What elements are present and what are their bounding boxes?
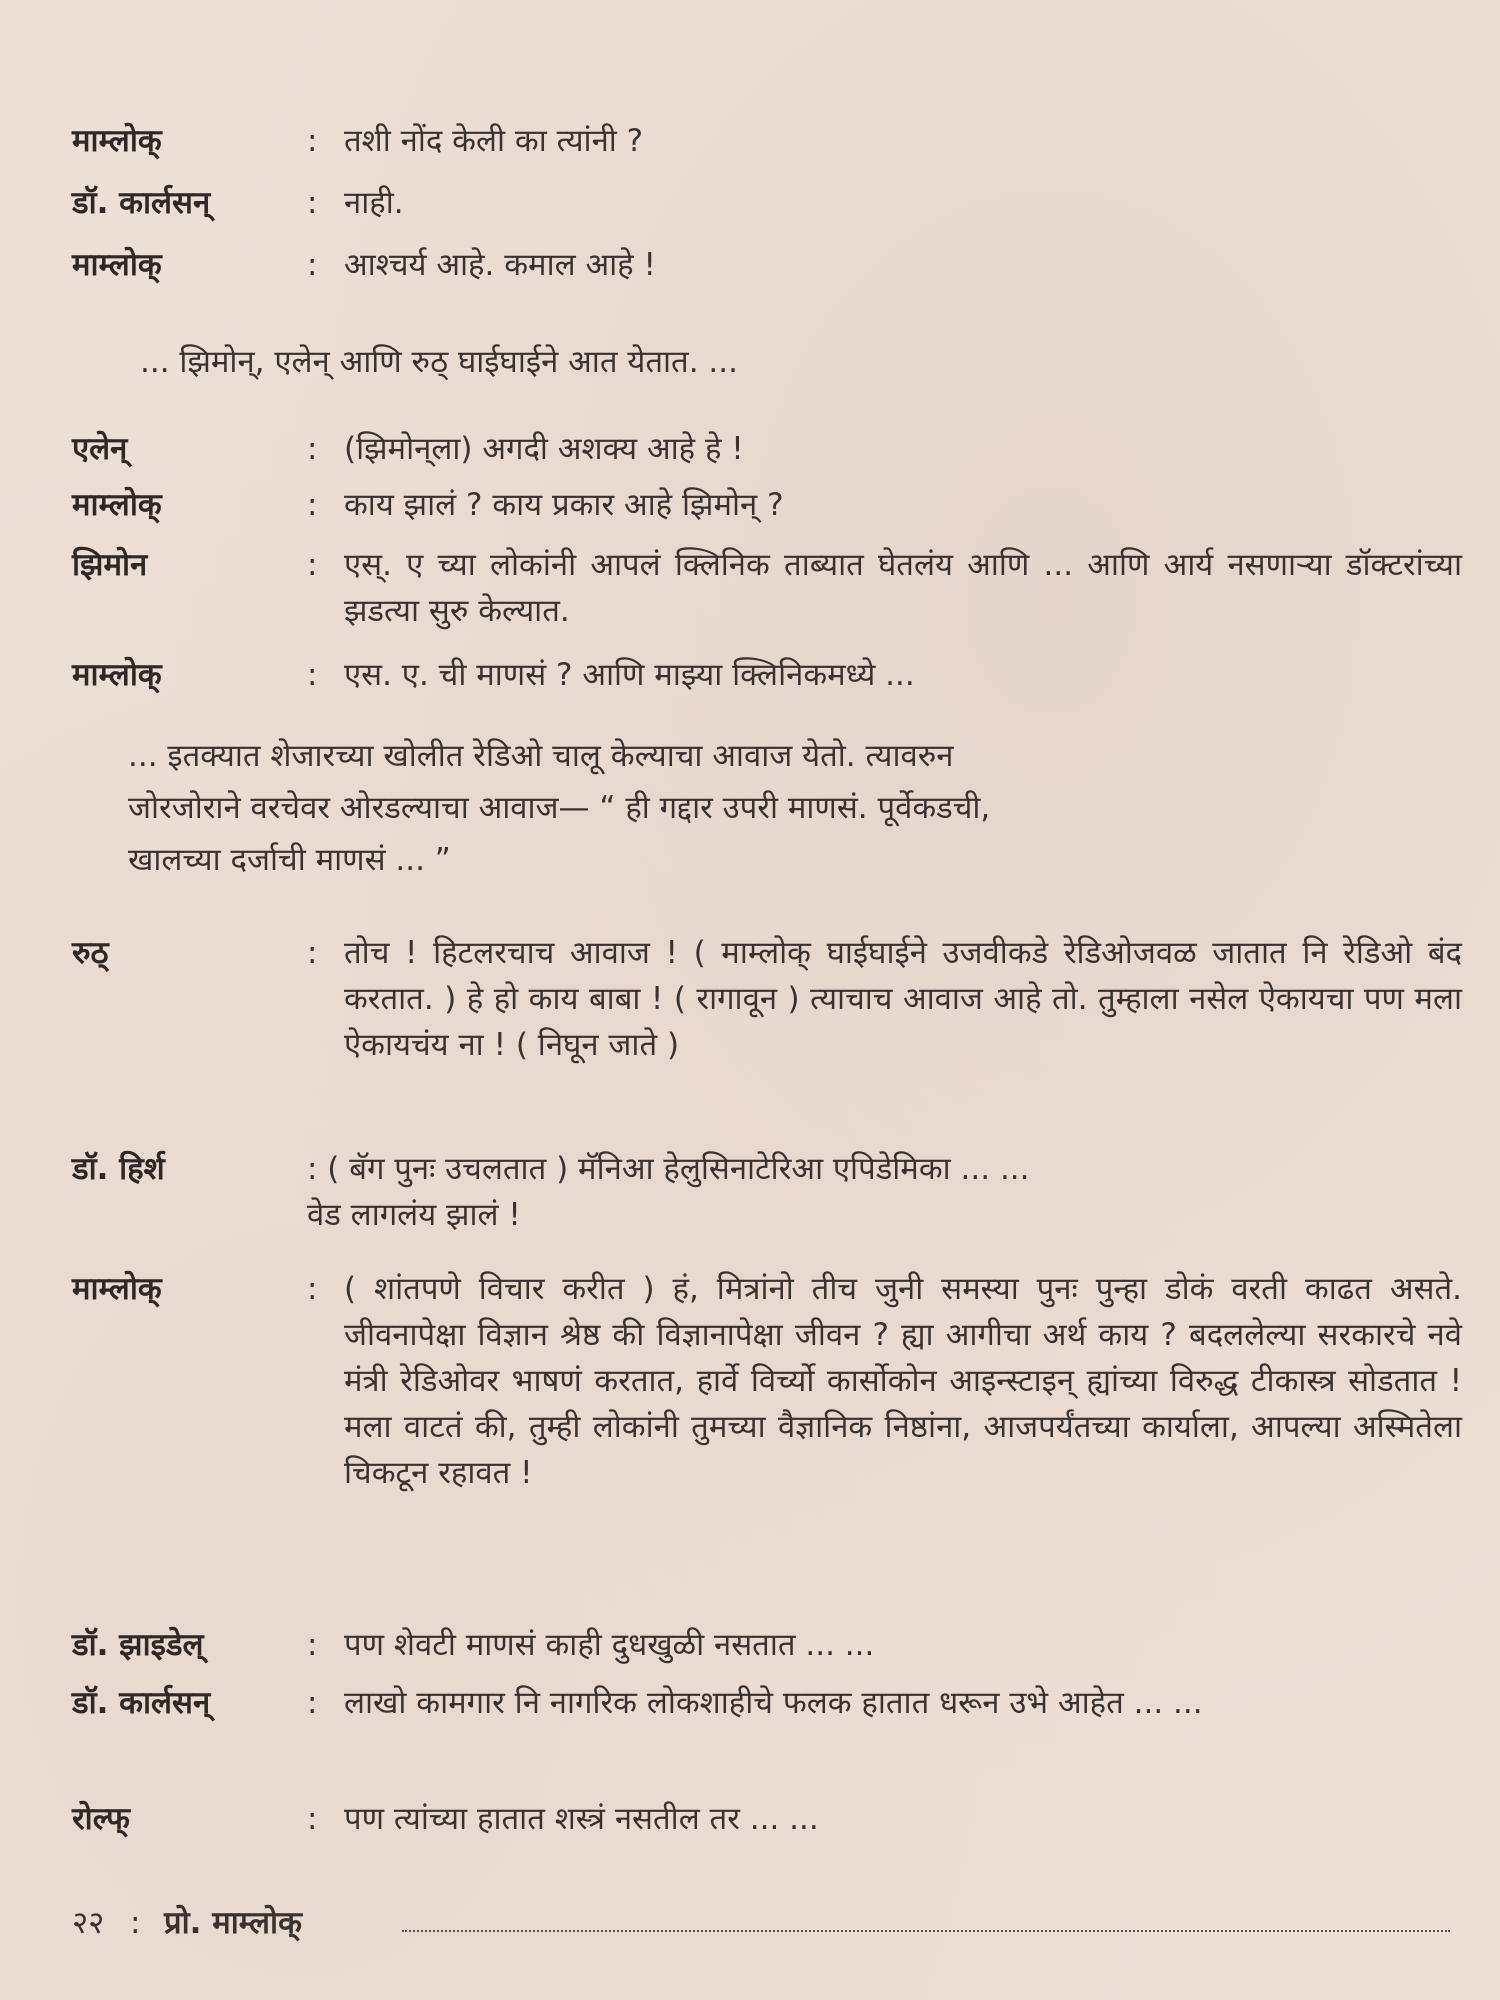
speech-text: तशी नोंद केली का त्यांनी ? bbox=[344, 123, 644, 159]
speech-text: तोच ! हिटलरचाच आवाज ! ( माम्लोक् घाईघाईने उजवीकडे रेडिओजवळ जातात नि रेडिओ बंद करतात. ) हे हो काय बाबा ! ( रागावून ) त्याचाच आवाज आहे तो. तुम्हाला नसेल ऐकायचा पण मला ऐकायचंय ना ! ( निघून जाते ) bbox=[344, 935, 1462, 1063]
speech-text: नाही. bbox=[344, 185, 404, 221]
speech-text: एस्. ए च्या लोकांनी आपलं क्लिनिक ताब्यात घेतलंय आणि ... आणि आर्य नसणाऱ्या डॉक्टरांच्या झडत्या सुरु केल्यात. bbox=[344, 547, 1462, 629]
dotted-rule bbox=[402, 1930, 1450, 1932]
speech-text: लाखो कामगार नि नागरिक लोकशाहीचे फलक हातात धरून उभे आहेत ... ... bbox=[344, 1685, 1203, 1721]
speaker-name: माम्लोक् bbox=[72, 657, 162, 693]
speech-text: ( शांतपणे विचार करीत ) हं, मित्रांनो तीच जुनी समस्या पुनः पुन्हा डोकं वरती काढत असते. जीवनापेक्षा विज्ञान श्रेष्ठ की विज्ञानापेक्षा जीवन ? ह्या आगीचा अर्थ काय ? बदललेल्या सरकारचे नवे मंत्री रेडिओवर भाषणं करतात, हार्वे विर्च्यो कार्सोकोन आइन्स्टाइन् ह्यांच्या विरुद्ध टीकास्त्र सोडतात ! मला वाटतं की, तुम्ही लोकांनी तुमच्या वैज्ञानिक निष्ठांना, आजपर्यंतच्या कार्याला, आपल्या अस्मितेला चिकटून रहावत ! bbox=[344, 1271, 1462, 1491]
colon: : bbox=[307, 247, 318, 283]
speech-text: पण त्यांच्या हातात शस्त्रं नसतील तर ... ... bbox=[344, 1801, 819, 1837]
colon: : bbox=[307, 1271, 318, 1307]
colon: : bbox=[307, 487, 318, 523]
speech-text: एस. ए. ची माणसं ? आणि माझ्या क्लिनिकमध्ये ... bbox=[344, 657, 915, 693]
stage-direction: ... झिमोन्, एलेन् आणि रुठ् घाईघाईने आत येतात. ... bbox=[140, 344, 738, 380]
colon: : bbox=[307, 1801, 318, 1837]
page-number: २२ bbox=[72, 1905, 105, 1941]
book-title: प्रो. माम्लोक् bbox=[164, 1905, 302, 1941]
speech-text: (झिमोन्‌ला) अगदी अशक्य आहे हे ! bbox=[344, 431, 744, 467]
colon: : bbox=[307, 431, 318, 467]
speaker-name: डॉ. झाइडेल् bbox=[72, 1627, 204, 1663]
speaker-name: डॉ. कार्लसन् bbox=[72, 185, 211, 221]
speaker-name: एलेन् bbox=[72, 431, 128, 467]
colon: : bbox=[307, 123, 318, 159]
speaker-name: डॉ. कार्लसन् bbox=[72, 1685, 211, 1721]
speech-text: पण शेवटी माणसं काही दुधखुळी नसतात ... ... bbox=[344, 1627, 875, 1663]
speaker-name: डॉ. हिर्श bbox=[72, 1151, 165, 1187]
colon: : bbox=[307, 1685, 318, 1721]
colon: : bbox=[307, 657, 318, 693]
colon: : bbox=[307, 547, 318, 583]
speaker-name: माम्लोक् bbox=[72, 487, 162, 523]
speaker-name: झिमोन bbox=[72, 547, 148, 583]
colon: : bbox=[307, 935, 318, 971]
speech-text: : ( बॅग पुनः उचलतात ) मॅनिआ हेलुसिनाटेरिआ एपिडेमिका ... ... वेड लागलंय झालं ! bbox=[307, 1151, 1030, 1233]
colon: : bbox=[307, 185, 318, 221]
page-footer bbox=[72, 1900, 1450, 1946]
speaker-name: माम्लोक् bbox=[72, 123, 162, 159]
stage-direction: ... इतक्यात शेजारच्या खोलीत रेडिओ चालू केल्याचा आवाज येतो. त्यावरुन जोरजोराने वरचेवर ओरडल्याचा आवाज— “ ही गद्दार उपरी माणसं. पूर्वेकडची, खालच्या दर्जाची माणसं ... ” bbox=[128, 738, 991, 878]
speaker-name: रुठ् bbox=[72, 935, 109, 971]
speaker-name: माम्लोक् bbox=[72, 247, 162, 283]
footer-separator: : bbox=[130, 1905, 141, 1941]
colon: : bbox=[307, 1627, 318, 1663]
speaker-name: माम्लोक् bbox=[72, 1271, 162, 1307]
speech-text: काय झालं ? काय प्रकार आहे झिमोन् ? bbox=[344, 487, 784, 523]
speaker-name: रोल्फ् bbox=[72, 1801, 130, 1837]
speech-text: आश्चर्य आहे. कमाल आहे ! bbox=[344, 247, 656, 283]
